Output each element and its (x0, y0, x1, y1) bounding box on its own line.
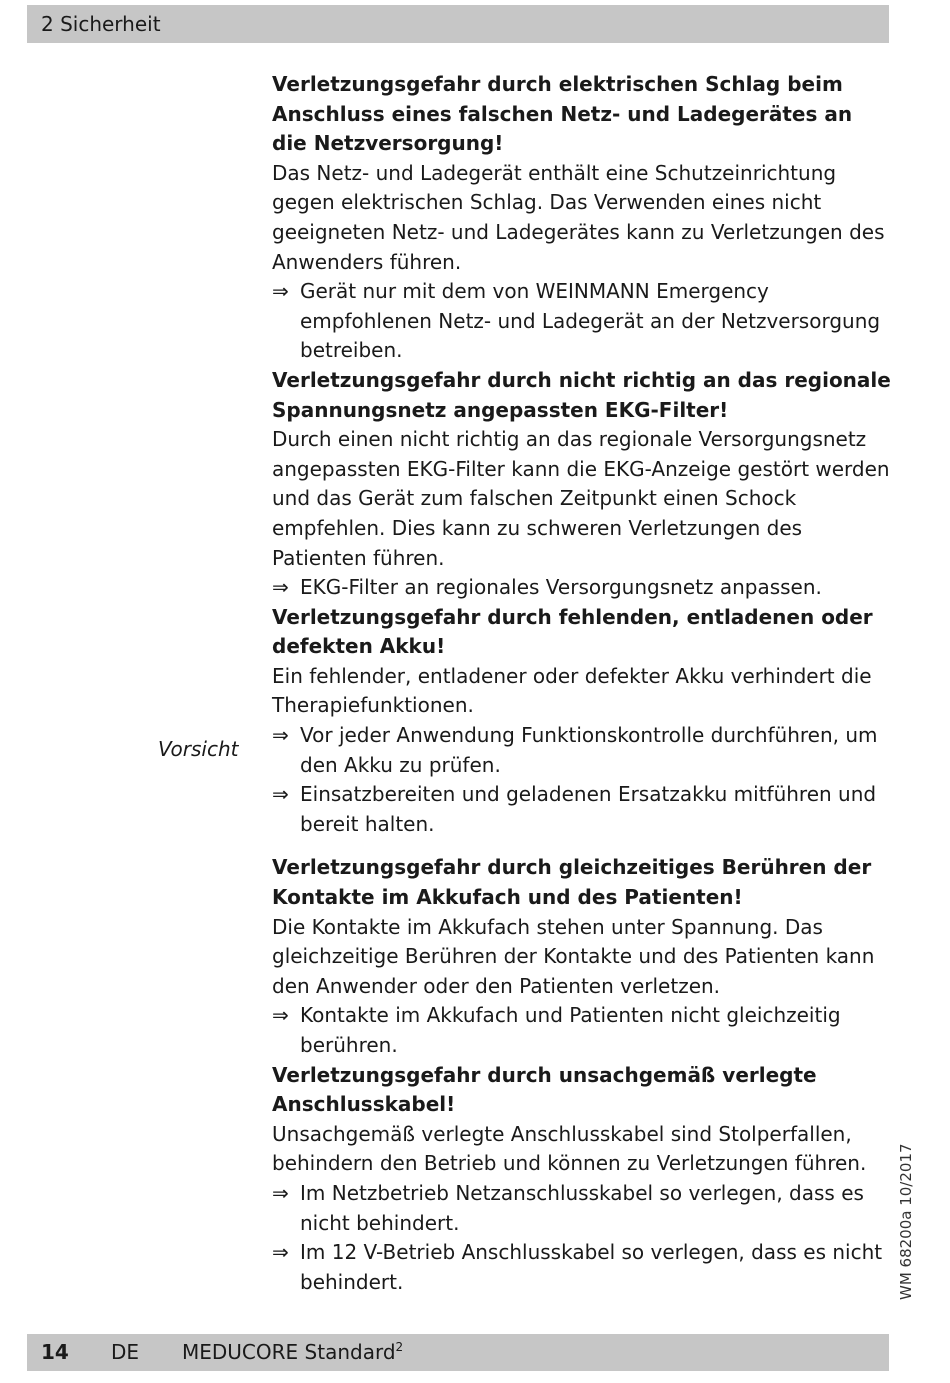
action-text: Gerät nur mit dem von WEINMANN Emergency empfohlenen Netz- und Ladegerät an der Netzversorgung betreiben. (300, 279, 881, 363)
product-name-text: MEDUCORE Standard (182, 1340, 396, 1364)
action-text: EKG-Filter an regionales Versorgungsnetz anpassen. (300, 575, 822, 600)
action-text: Vor jeder Anwendung Funktionskontrolle durchführen, um den Akku zu prüfen. (300, 723, 878, 777)
warning-text: Unsachgemäß verlegte Anschlusskabel sind Stolperfallen, behindern den Betrieb und können zu Verletzungen führen. (272, 1121, 867, 1176)
warning-text: Das Netz- und Ladegerät enthält eine Schutzeinrichtung gegen elektrischen Schlag. Das Verwenden eines nicht geeigneten Netz- und Ladegerätes kann zu Verletzungen des Anwenders führen. (272, 160, 885, 274)
content-area (272, 70, 892, 1297)
action-item (272, 1001, 892, 1060)
action-item (272, 1238, 892, 1297)
footer-bar (27, 1334, 889, 1371)
section-gap (272, 839, 892, 853)
product-name (182, 1334, 403, 1371)
arrow-icon: ⇒ (272, 723, 289, 748)
arrow-icon: ⇒ (272, 1240, 289, 1265)
action-item (272, 780, 892, 839)
language-code: DE (111, 1340, 140, 1364)
action-item (272, 573, 892, 603)
action-text: Kontakte im Akkufach und Patienten nicht gleichzeitig berühren. (300, 1003, 841, 1057)
chapter-title: 2 Sicherheit (41, 12, 161, 36)
arrow-icon: ⇒ (272, 279, 289, 304)
action-item (272, 1179, 892, 1238)
page-number: 14 (41, 1340, 69, 1364)
product-superscript: 2 (395, 1340, 404, 1354)
arrow-icon: ⇒ (272, 575, 289, 600)
warning-title: Verletzungsgefahr durch elektrischen Schlag beim Anschluss eines falschen Netz- und Ladegerätes an die Netzversorgung! (272, 72, 853, 156)
action-text: Einsatzbereiten und geladenen Ersatzakku mitführen und bereit halten. (300, 782, 877, 836)
caution-label: Vorsicht (158, 737, 239, 761)
warning-title: Verletzungsgefahr durch nicht richtig an das regionale Spannungsnetz angepassten EKG-Filter! (272, 367, 891, 422)
action-item (272, 277, 892, 366)
arrow-icon: ⇒ (272, 1180, 289, 1205)
warning-text: Ein fehlender, entladener oder defekter Akku verhindert die Therapiefunktionen. (272, 663, 872, 718)
arrow-icon: ⇒ (272, 1003, 289, 1028)
action-text: Im Netzbetrieb Netzanschlusskabel so verlegen, dass es nicht behindert. (300, 1180, 864, 1235)
warning-title: Verletzungsgefahr durch fehlenden, entladenen oder defekten Akku! (272, 604, 873, 659)
action-text: Im 12 V-Betrieb Anschlusskabel so verlegen, dass es nicht behindert. (300, 1240, 883, 1294)
document-code: WM 68200a 10/2017 (897, 1143, 915, 1300)
warning-text: Durch einen nicht richtig an das regionale Versorgungsnetz angepassten EKG-Filter kann die EKG-Anzeige gestört werden und das Gerät zum falschen Zeitpunkt einen Schock empfehlen. Dies kann zu schweren Verletzungen des Patienten führen. (272, 427, 890, 570)
arrow-icon: ⇒ (272, 782, 289, 807)
warning-title: Verletzungsgefahr durch unsachgemäß verlegte Anschlusskabel! (272, 1062, 817, 1117)
warning-text: Die Kontakte im Akkufach stehen unter Spannung. Das gleichzeitige Berühren der Kontakte und des Patienten kann den Anwender oder den Patienten verletzen. (272, 914, 875, 998)
header-bar (27, 5, 889, 43)
action-item (272, 721, 892, 780)
warning-title: Verletzungsgefahr durch gleichzeitiges Berühren der Kontakte im Akkufach und des Patienten! (272, 855, 872, 910)
